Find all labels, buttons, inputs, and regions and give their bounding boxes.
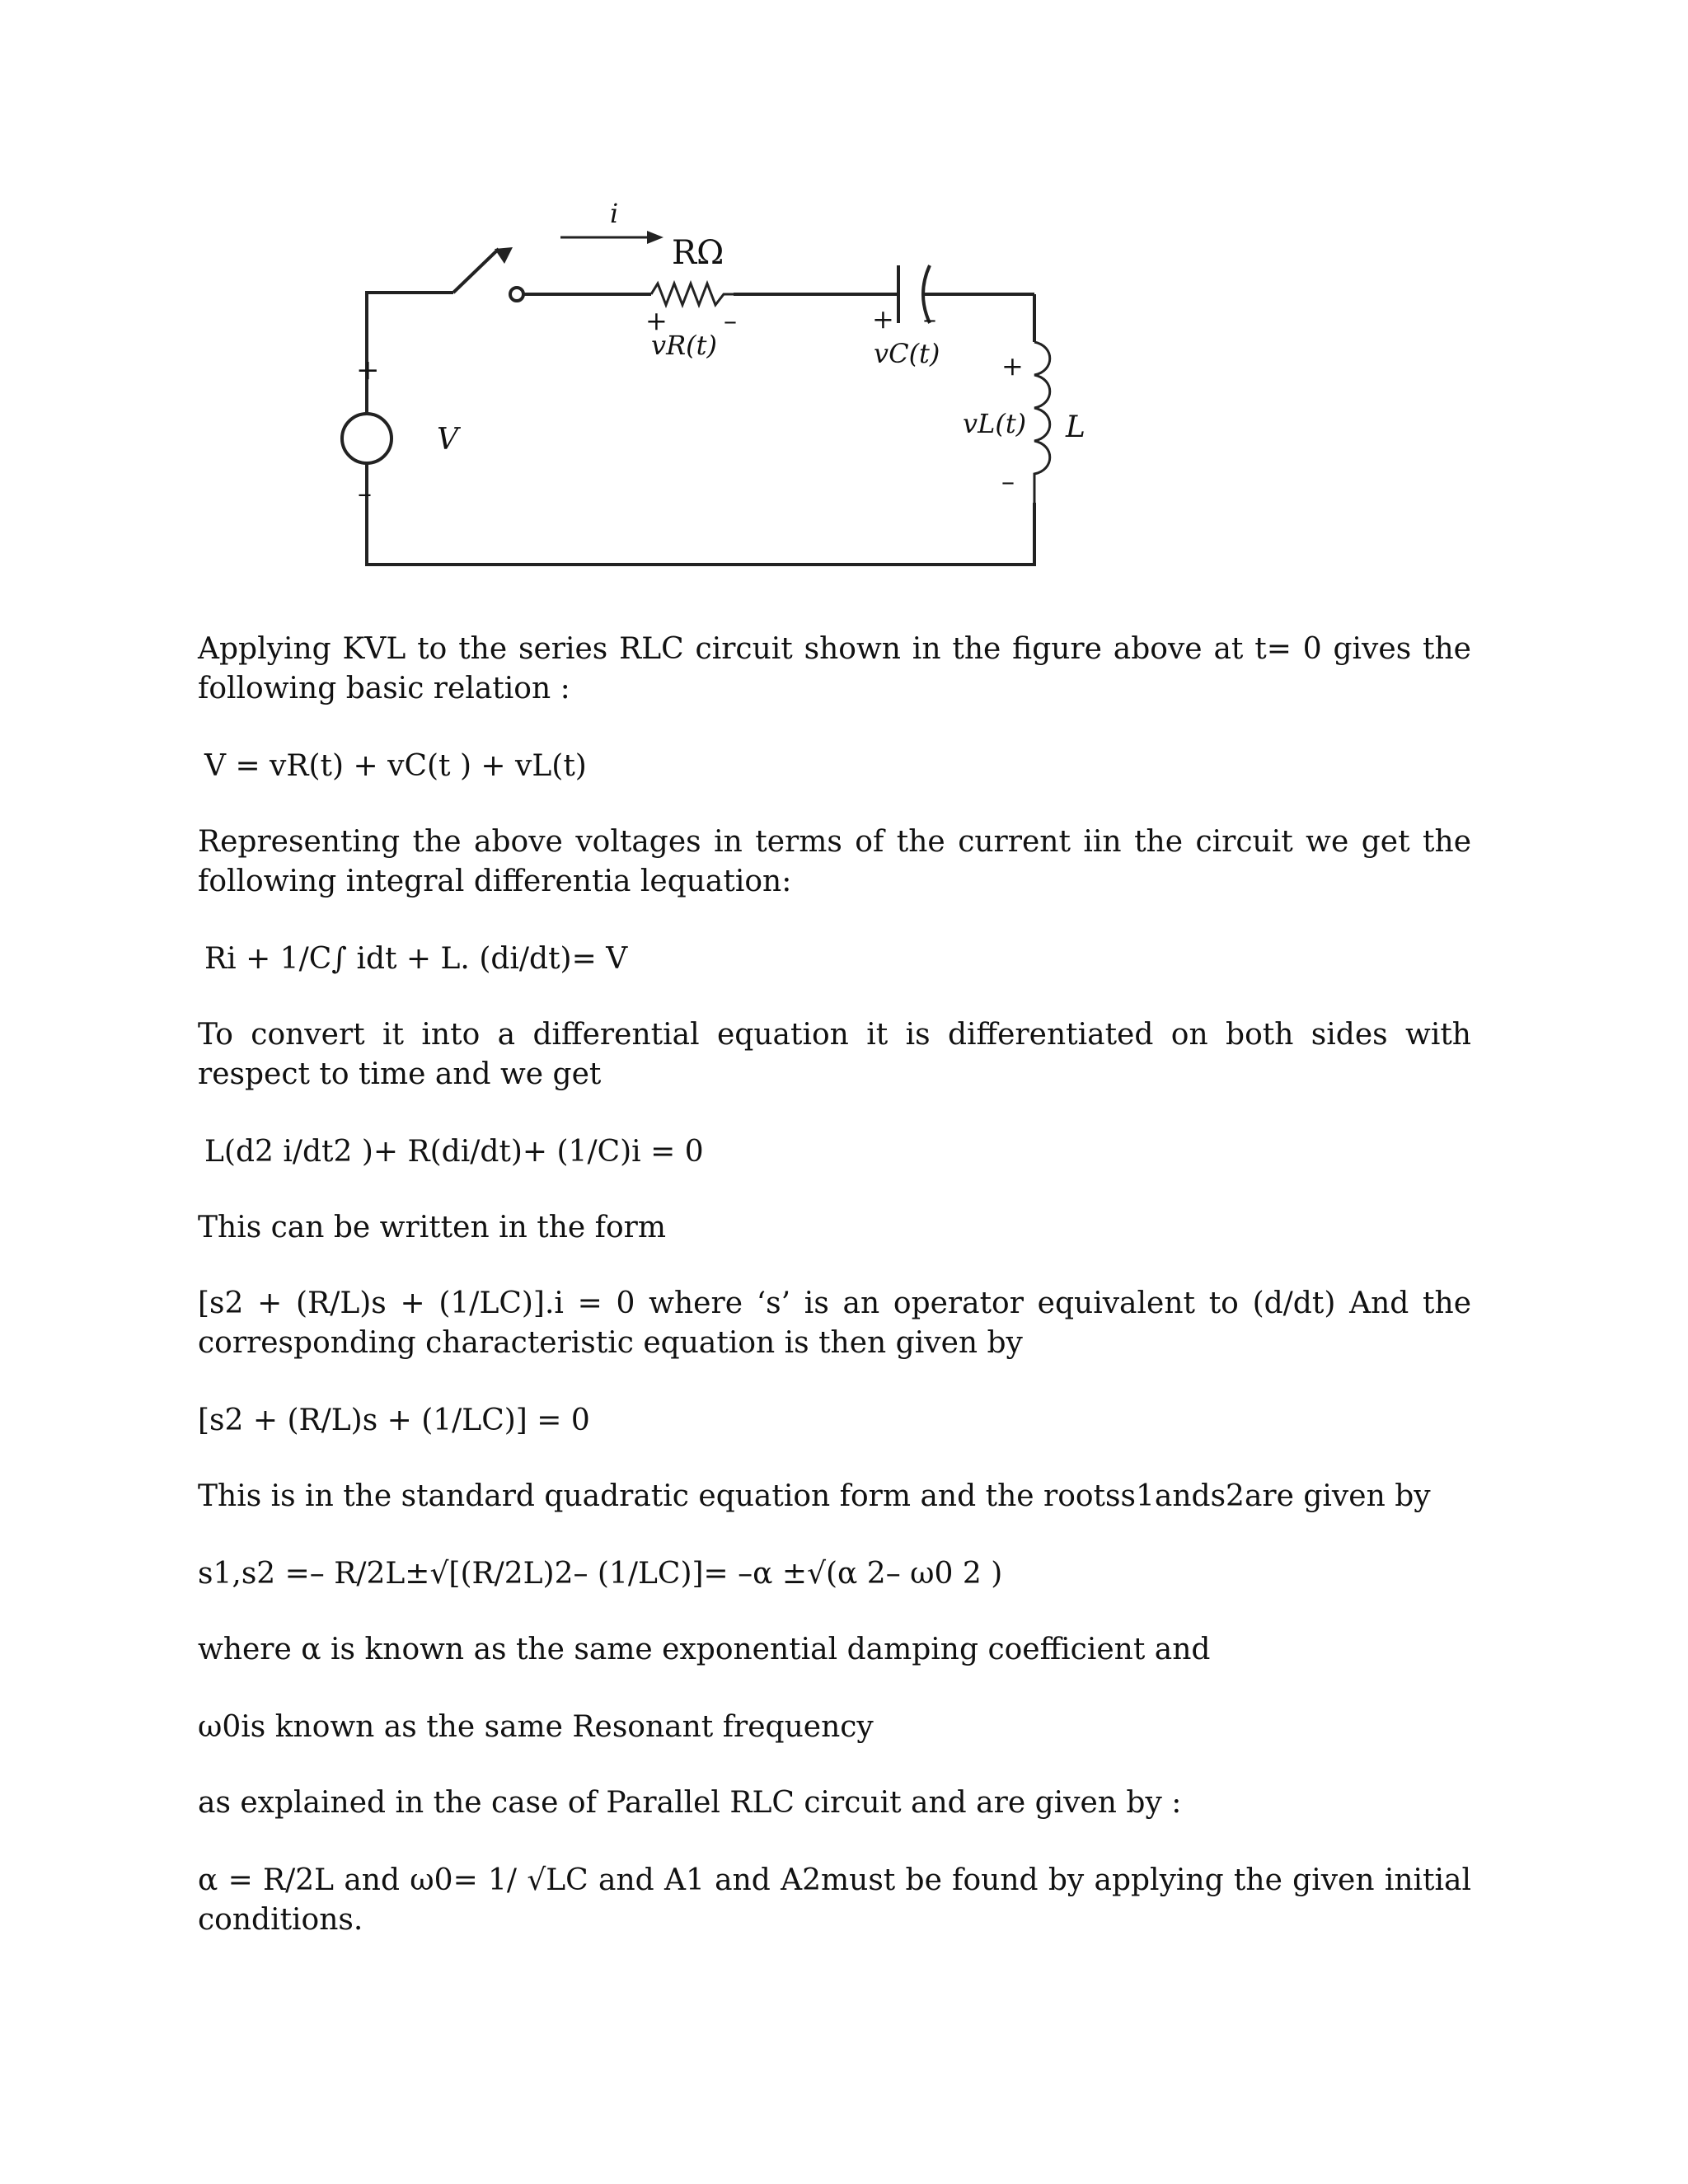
equation-roots: s1,s2 =– R/2L±√[(R/2L)2– (1/LC)]= –α ±√(α 2– ω0 2 ) [198, 1557, 1003, 1591]
paragraph-parallel-reference: as explained in the case of Parallel RLC circuit and are given by : [198, 1786, 1182, 1820]
inductor-symbol [1034, 342, 1050, 503]
inductor-plus-sign: + [1001, 350, 1024, 382]
current-arrow-icon [560, 231, 663, 244]
inductor-voltage-label: vL(t) [963, 408, 1027, 439]
equation-differential: L(d2 i/dt2 )+ R(di/dt)+ (1/C)i = 0 [204, 1135, 704, 1169]
source-minus-sign: – [358, 477, 372, 510]
resistor-minus-sign: – [724, 305, 737, 336]
inductor-label: L [1066, 410, 1085, 444]
current-label: i [610, 198, 619, 229]
resistor-voltage-label: vR(t) [651, 330, 717, 361]
equation-integral-differential: Ri + 1/C∫ idt + L. (di/dt)= V [204, 942, 628, 976]
paragraph-kvl-intro: Applying KVL to the series RLC circuit shown in the figure above at t= 0 gives the following basic relation : [198, 632, 1471, 705]
source-plus-sign: + [356, 354, 380, 387]
paragraph-current-representation: Representing the above voltages in terms of the current iin the circuit we get the following integral differentia lequation: [198, 825, 1471, 898]
paragraph-differentiate: To convert it into a differential equation it is differentiated on both sides with respect to time and we get [198, 1018, 1471, 1091]
resistor-label: RΩ [672, 234, 724, 272]
paragraph-operator-form: [s2 + (R/L)s + (1/LC)].i = 0 where ‘s’ is an operator equivalent to (d/dt) And the corresponding characteristic equation is then given by [198, 1286, 1471, 1360]
resistor-plus-sign: + [645, 305, 668, 336]
paragraph-damping-coefficient: where α is known as the same exponential damping coefficient and [198, 1633, 1211, 1666]
capacitor-plus-sign: + [872, 303, 894, 335]
source-voltage-label: V [437, 423, 458, 457]
switch-arrow-icon [495, 247, 513, 264]
voltage-source-symbol [342, 414, 392, 463]
rlc-circuit-diagram [321, 198, 1113, 577]
paragraph-written-form: This can be written in the form [198, 1211, 666, 1244]
switch-symbol [453, 249, 523, 301]
equation-characteristic: [s2 + (R/L)s + (1/LC)] = 0 [198, 1404, 590, 1437]
resistor-symbol [651, 284, 734, 305]
paragraph-resonant-frequency: ω0is known as the same Resonant frequency [198, 1710, 874, 1744]
paragraph-alpha-omega: α = R/2L and ω0= 1/ √LC and A1 and A2must be found by applying the given initial conditions. [198, 1863, 1471, 1937]
paragraph-quadratic-form: This is in the standard quadratic equation form and the rootss1ands2are given by [198, 1479, 1431, 1513]
capacitor-minus-sign: – [923, 303, 936, 335]
equation-kvl: V = vR(t) + vC(t ) + vL(t) [204, 749, 587, 783]
inductor-minus-sign: – [1001, 466, 1015, 497]
capacitor-voltage-label: vC(t) [874, 338, 940, 369]
